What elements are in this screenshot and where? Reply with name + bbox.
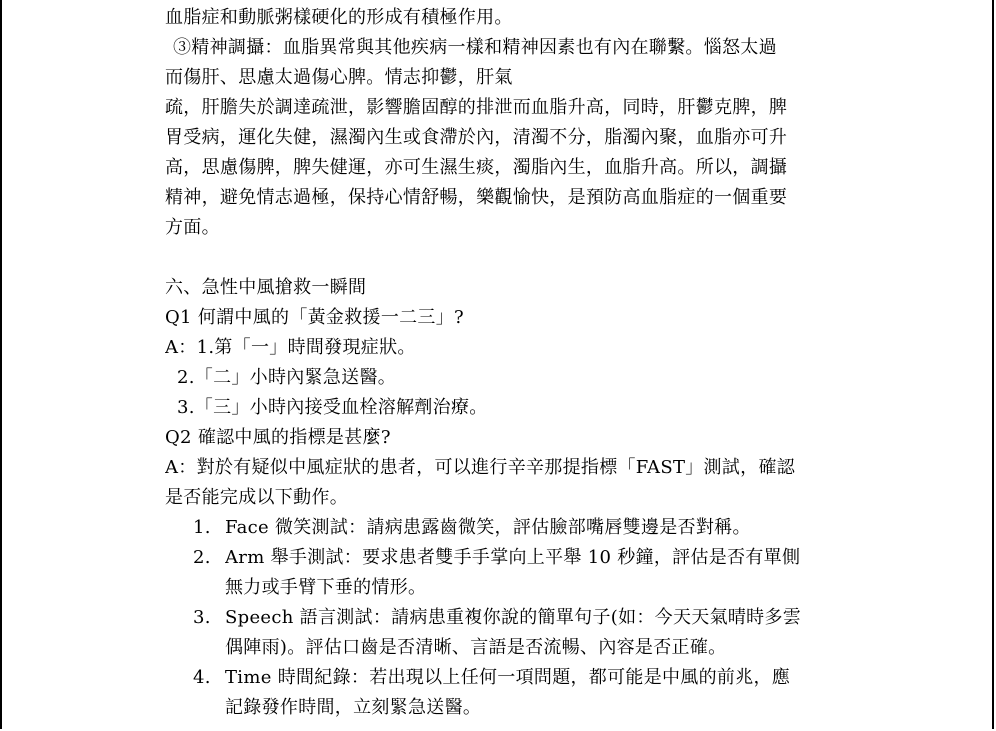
answer-1-step-1: A：1.第「一」時間發現症狀。	[165, 337, 416, 358]
list-text-line: Time 時間紀錄：若出現以上任何一項問題，都可能是中風的前兆，應	[225, 667, 791, 688]
list-text-line: 無力或手臂下垂的情形。	[225, 577, 427, 598]
question-2: Q2 確認中風的指標是甚麼?	[165, 427, 391, 448]
fast-list-item	[165, 513, 855, 543]
section-title: 六、急性中風搶救一瞬間	[165, 277, 367, 298]
blank-line	[165, 243, 855, 273]
list-text	[225, 543, 855, 603]
fast-list	[165, 513, 855, 723]
list-text-line: 偶陣雨)。評估口齒是否清晰、言語是否流暢、內容是否正確。	[225, 637, 727, 658]
list-number: 3.	[193, 607, 211, 628]
paragraph-line: ③精神調攝：血脂異常與其他疾病一樣和精神因素也有內在聯繫。惱怒太過	[173, 37, 777, 58]
list-number: 2.	[193, 547, 211, 568]
answer-2-line: 是否能完成以下動作。	[165, 487, 348, 508]
list-number: 4.	[193, 667, 211, 688]
paragraph-line: 而傷肝、思慮太過傷心脾。情志抑鬱，肝氣	[165, 67, 513, 88]
list-text	[225, 663, 855, 723]
list-number: 1.	[193, 517, 211, 538]
question-1: Q1 何謂中風的「黃金救援一二三」?	[165, 307, 464, 328]
paragraph-line: 高，思慮傷脾，脾失健運，亦可生濕生痰，濁脂內生，血脂升高。所以，調攝	[165, 157, 788, 178]
paragraph-line: 疏，肝膽失於調達疏泄，影響膽固醇的排泄而血脂升高，同時，肝鬱克脾，脾	[165, 97, 788, 118]
answer-1-step-3: 3.「三」小時內接受血栓溶解劑治療。	[177, 397, 488, 418]
answer-2-line: A：對於有疑似中風症狀的患者，可以進行辛辛那提指標「FAST」測試，確認	[165, 457, 796, 478]
paragraph-line: 胃受病，運化失健，濕濁內生或食滯於內，清濁不分，脂濁內聚，血脂亦可升	[165, 127, 788, 148]
answer-1-step-2: 2.「二」小時內緊急送醫。	[177, 367, 397, 388]
list-text	[225, 603, 855, 663]
paragraph-line: 精神，避免情志過極，保持心情舒暢，樂觀愉快，是預防高血脂症的一個重要	[165, 187, 788, 208]
document-body	[165, 3, 855, 723]
fast-list-item	[165, 663, 855, 723]
list-text	[225, 513, 855, 543]
fast-list-item	[165, 543, 855, 603]
paragraph-line: 方面。	[165, 217, 220, 238]
list-text-line: Arm 舉手測試：要求患者雙手手掌向上平舉 10 秒鐘，評估是否有單側	[225, 547, 801, 568]
fast-list-item	[165, 603, 855, 663]
list-text-line: Speech 語言測試：請病患重複你說的簡單句子(如：今天天氣晴時多雲	[225, 607, 802, 628]
list-text-line: Face 微笑測試：請病患露齒微笑，評估臉部嘴唇雙邊是否對稱。	[225, 517, 751, 538]
paragraph-line: 血脂症和動脈粥樣硬化的形成有積極作用。	[165, 7, 513, 28]
list-text-line: 記錄發作時間，立刻緊急送醫。	[225, 697, 482, 718]
